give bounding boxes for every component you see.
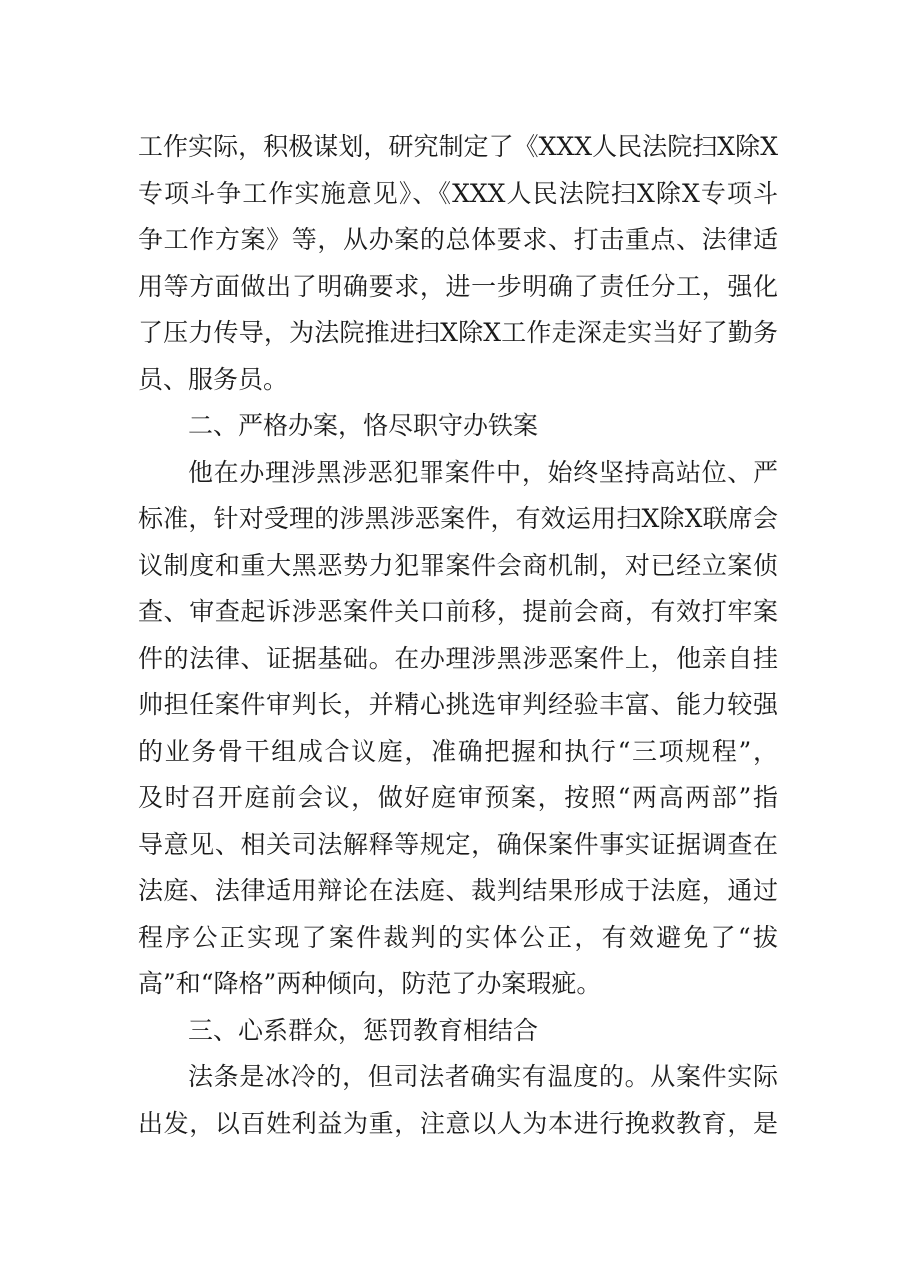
paragraph-line: 他在办理涉黑涉恶犯罪案件中，始终坚持高站位、严 [188,457,778,487]
paragraph-line: 工作实际，积极谋划，研究制定了《XXX人民法院扫X除X [138,132,778,161]
paragraph-line: 争工作方案》等，从办案的总体要求、打击重点、法律适 [138,225,778,254]
body-text [138,124,778,1147]
paragraph-line: 查、审查起诉涉恶案件关口前移，提前会商，有效打牢案 [138,597,778,626]
paragraph-line: 专项斗争工作实施意见》、《XXX人民法院扫X除X专项斗 [138,178,778,208]
paragraph-line: 出发，以百姓利益为重，注意以人为本进行挽救教育，是 [138,1108,778,1138]
paragraph-line: 的业务骨干组成合议庭，准确把握和执行“三项规程”， [138,736,778,766]
paragraph-line: 高”和“降格”两种倾向，防范了办案瑕疵。 [138,969,602,998]
paragraph-line: 了压力传导，为法院推进扫X除X工作走深走实当好了勤务 [138,318,778,347]
paragraph-line: 员、服务员。 [138,364,289,394]
paragraph-line: 及时召开庭前会议，做好庭审预案，按照“两高两部”指 [138,783,778,812]
paragraph-line: 程序公正实现了案件裁判的实体公正，有效避免了“拔 [138,922,778,952]
paragraph-line: 标准，针对受理的涉黑涉恶案件，有效运用扫X除X联席会 [138,504,778,533]
paragraph-line: 件的法律、证据基础。在办理涉黑涉恶案件上，他亲自挂 [138,643,778,673]
paragraph-line: 导意见、相关司法解释等规定，确保案件事实证据调查在 [138,829,778,859]
paragraph-line: 法庭、法律适用辩论在法庭、裁判结果形成于法庭，通过 [138,876,778,905]
paragraph-line: 用等方面做出了明确要求，进一步明确了责任分工，强化 [138,271,778,301]
paragraph-line: 法条是冰冷的，但司法者确实有温度的。从案件实际 [188,1062,778,1091]
section-heading: 二、严格办案，恪尽职守办铁案 [188,411,539,440]
paragraph-line: 议制度和重大黑恶势力犯罪案件会商机制，对已经立案侦 [138,550,778,580]
section-heading: 三、心系群众，惩罚教育相结合 [188,1015,539,1045]
paragraph-line: 帅担任案件审判长，并精心挑选审判经验丰富、能力较强 [138,690,778,719]
